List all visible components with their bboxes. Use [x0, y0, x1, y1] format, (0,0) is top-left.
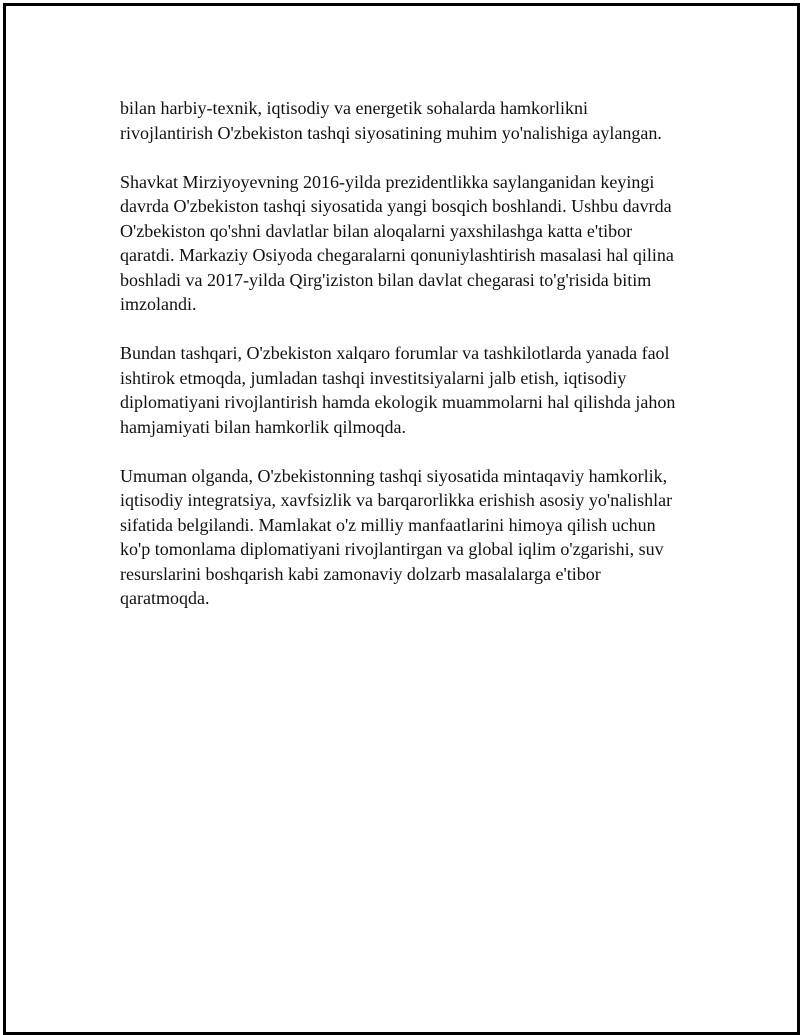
paragraph-line: rivojlantirish O'zbekiston tashqi siyosatining muhim yo'nalishiga aylangan. — [120, 122, 662, 143]
paragraph-2 — [120, 170, 700, 317]
paragraph-line: boshladi va 2017-yilda Qirg'iziston bilan davlat chegarasi to'g'risida bitim — [120, 269, 652, 290]
paragraph-line: Bundan tashqari, O'zbekiston xalqaro forumlar va tashkilotlarda yanada faol — [120, 343, 670, 363]
paragraph-line: davrda O'zbekiston tashqi siyosatida yangi bosqich boshlandi. Ushbu davrda — [120, 196, 672, 216]
paragraph-line: qaratmoqda. — [120, 588, 210, 608]
paragraph-line: hamjamiyati bilan hamkorlik qilmoqda. — [120, 416, 406, 437]
paragraph-3 — [120, 341, 700, 439]
document-page — [3, 3, 800, 1035]
paragraph-4 — [120, 464, 700, 611]
paragraph-line: Umuman olganda, O'zbekistonning tashqi siyosatida mintaqaviy hamkorlik, — [120, 465, 668, 486]
paragraph-line: iqtisodiy integratsiya, xavfsizlik va barqarorlikka erishish asosiy yo'nalishlar — [120, 490, 673, 510]
paragraph-line: diplomatiyani rivojlantirish hamda ekologik muammolarni hal qilishda jahon — [120, 392, 676, 412]
paragraph-line: O'zbekiston qo'shni davlatlar bilan aloqalarni yaxshilashga katta e'tibor — [120, 220, 633, 241]
paragraph-line: resurslarini boshqarish kabi zamonaviy dolzarb masalalarga e'tibor — [120, 563, 601, 584]
paragraph-line: Shavkat Mirziyoyevning 2016-yilda prezidentlikka saylanganidan keyingi — [120, 171, 655, 192]
paragraph-line: ishtirok etmoqda, jumladan tashqi investitsiyalarni jalb etish, iqtisodiy — [120, 367, 627, 388]
paragraph-line: sifatida belgilandi. Mamlakat o'z milliy manfaatlarini himoya qilish uchun — [120, 514, 656, 535]
paragraph-line: imzolandi. — [120, 294, 197, 314]
paragraph-1 — [120, 96, 700, 145]
paragraph-line: bilan harbiy-texnik, iqtisodiy va energetik sohalarda hamkorlikni — [120, 98, 589, 118]
document-body — [120, 96, 700, 635]
paragraph-line: ko'p tomonlama diplomatiyani rivojlantirgan va global iqlim o'zgarishi, suv — [120, 539, 664, 559]
paragraph-line: qaratdi. Markaziy Osiyoda chegaralarni qonuniylashtirish masalasi hal qilina — [120, 245, 674, 265]
